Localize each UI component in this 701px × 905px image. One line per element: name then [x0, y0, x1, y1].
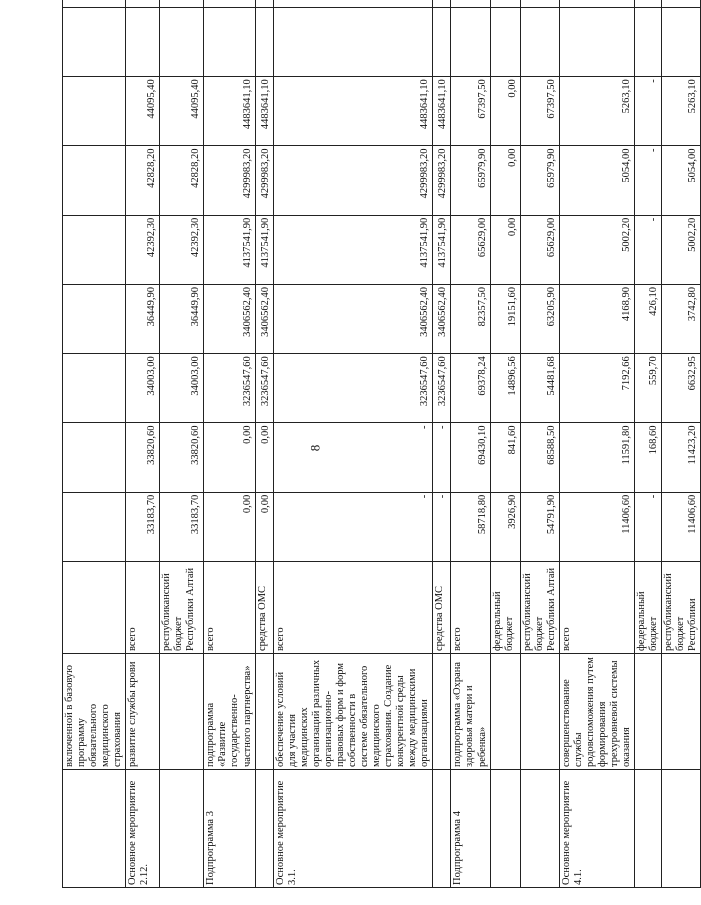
- value-cell: [635, 0, 662, 8]
- program-code-cell: Подпрограмма 4: [451, 770, 490, 888]
- budget-table-body: [63, 0, 701, 888]
- table-row: [520, 0, 559, 888]
- value-cell: [160, 8, 204, 77]
- value-cell: 3236547,60: [273, 354, 433, 423]
- table-row: [204, 0, 255, 888]
- value-cell: 44095,40: [126, 77, 160, 146]
- value-cell: [63, 215, 126, 284]
- value-cell: 34003,00: [126, 354, 160, 423]
- table-row: [63, 0, 126, 888]
- value-cell: 3236547,60: [204, 354, 255, 423]
- funding-source-cell: республиканский бюджет Республики Алтай: [160, 562, 204, 654]
- value-cell: 4299983,20: [204, 146, 255, 215]
- value-cell: [451, 8, 490, 77]
- value-cell: -: [433, 492, 451, 561]
- value-cell: 0,00: [490, 77, 520, 146]
- value-cell: 69430,10: [451, 423, 490, 492]
- value-cell: 7192,66: [559, 354, 634, 423]
- value-cell: [273, 0, 433, 8]
- value-cell: [255, 8, 273, 77]
- program-name-cell: [490, 654, 520, 770]
- value-cell: 426,10: [635, 285, 662, 354]
- funding-source-cell: средства ОМС: [433, 562, 451, 654]
- funding-source-cell: [63, 562, 126, 654]
- value-cell: [126, 0, 160, 8]
- value-cell: 5263,10: [559, 77, 634, 146]
- value-cell: 11423,20: [662, 423, 701, 492]
- program-name-cell: совершенствование службы родовспоможения путем формирования трехуровневой системы оказания: [559, 654, 634, 770]
- value-cell: [490, 8, 520, 77]
- program-name-cell: обеспечение условий для участия медицинских организаций различных организационно-правовых форм и форм собственности в системе обязательного медицинского страхования. Создание конкурентной среды между медицинскими организациями: [273, 654, 433, 770]
- value-cell: [63, 354, 126, 423]
- value-cell: 4137541,90: [204, 215, 255, 284]
- value-cell: 5263,10: [662, 77, 701, 146]
- value-cell: 5002,20: [662, 215, 701, 284]
- funding-source-cell: республиканский бюджет Республики Алтай: [520, 562, 559, 654]
- funding-source-cell: всего: [126, 562, 160, 654]
- value-cell: [433, 0, 451, 8]
- value-cell: 3406562,40: [433, 285, 451, 354]
- table-row: [559, 0, 634, 888]
- value-cell: 34003,00: [160, 354, 204, 423]
- value-cell: 3926,90: [490, 492, 520, 561]
- value-cell: 6632,95: [662, 354, 701, 423]
- budget-table: [62, 0, 701, 888]
- value-cell: 65979,90: [520, 146, 559, 215]
- value-cell: [559, 0, 634, 8]
- value-cell: [63, 8, 126, 77]
- value-cell: [160, 0, 204, 8]
- table-row: [126, 0, 160, 888]
- value-cell: 4299983,20: [255, 146, 273, 215]
- value-cell: 3236547,60: [433, 354, 451, 423]
- value-cell: 0,00: [204, 423, 255, 492]
- program-code-cell: [520, 770, 559, 888]
- program-code-cell: Основное мероприятие 2.12.: [126, 770, 160, 888]
- value-cell: 42392,30: [160, 215, 204, 284]
- program-name-cell: развитие службы крови: [126, 654, 160, 770]
- value-cell: 54481,68: [520, 354, 559, 423]
- value-cell: 0,00: [255, 423, 273, 492]
- value-cell: 42828,20: [126, 146, 160, 215]
- value-cell: [63, 423, 126, 492]
- value-cell: 44095,40: [160, 77, 204, 146]
- value-cell: [255, 0, 273, 8]
- program-name-cell: [255, 654, 273, 770]
- value-cell: 4299983,20: [273, 146, 433, 215]
- program-name-cell: [520, 654, 559, 770]
- value-cell: 11591,80: [559, 423, 634, 492]
- program-code-cell: [433, 770, 451, 888]
- value-cell: -: [273, 423, 433, 492]
- value-cell: -: [635, 146, 662, 215]
- value-cell: 42828,20: [160, 146, 204, 215]
- program-name-cell: [662, 654, 701, 770]
- value-cell: [662, 0, 701, 8]
- funding-source-cell: всего: [559, 562, 634, 654]
- value-cell: 5054,00: [662, 146, 701, 215]
- value-cell: 3406562,40: [204, 285, 255, 354]
- value-cell: 69378,24: [451, 354, 490, 423]
- program-name-cell: подпрограмма «Развитие государственно-частного партнерства»: [204, 654, 255, 770]
- value-cell: 42392,30: [126, 215, 160, 284]
- value-cell: 65979,90: [451, 146, 490, 215]
- value-cell: 4137541,90: [433, 215, 451, 284]
- value-cell: -: [635, 492, 662, 561]
- table-row: [160, 0, 204, 888]
- value-cell: [520, 0, 559, 8]
- value-cell: 33183,70: [126, 492, 160, 561]
- value-cell: 0,00: [490, 146, 520, 215]
- value-cell: 4483641,10: [433, 77, 451, 146]
- value-cell: [520, 8, 559, 77]
- value-cell: [559, 8, 634, 77]
- funding-source-cell: всего: [451, 562, 490, 654]
- value-cell: [433, 8, 451, 77]
- value-cell: [490, 0, 520, 8]
- value-cell: [204, 8, 255, 77]
- program-code-cell: [490, 770, 520, 888]
- value-cell: 11406,60: [662, 492, 701, 561]
- funding-source-cell: средства ОМС: [255, 562, 273, 654]
- value-cell: 4137541,90: [273, 215, 433, 284]
- value-cell: 4137541,90: [255, 215, 273, 284]
- value-cell: [635, 8, 662, 77]
- value-cell: 3406562,40: [273, 285, 433, 354]
- value-cell: -: [635, 77, 662, 146]
- value-cell: 559,70: [635, 354, 662, 423]
- value-cell: 0,00: [204, 492, 255, 561]
- program-name-cell: подпрограмма «Охрана здоровья матери и ребенка»: [451, 654, 490, 770]
- value-cell: 82357,50: [451, 285, 490, 354]
- value-cell: [63, 0, 126, 8]
- value-cell: 3742,80: [662, 285, 701, 354]
- value-cell: 841,60: [490, 423, 520, 492]
- table-row: [451, 0, 490, 888]
- value-cell: 11406,60: [559, 492, 634, 561]
- value-cell: 4483641,10: [204, 77, 255, 146]
- value-cell: [63, 285, 126, 354]
- program-code-cell: [662, 770, 701, 888]
- rotated-page: [62, 8, 699, 888]
- value-cell: 5002,20: [559, 215, 634, 284]
- value-cell: 168,60: [635, 423, 662, 492]
- funding-source-cell: федеральный бюджет: [490, 562, 520, 654]
- value-cell: 65629,00: [520, 215, 559, 284]
- table-row: [273, 0, 433, 888]
- table-row: [433, 0, 451, 888]
- page-number: 8: [307, 444, 323, 452]
- value-cell: 36449,90: [126, 285, 160, 354]
- value-cell: 36449,90: [160, 285, 204, 354]
- program-name-cell: включенной в базовую программу обязательного медицинского страхования: [63, 654, 126, 770]
- program-code-cell: Основное мероприятие 3.1.: [273, 770, 433, 888]
- program-name-cell: [433, 654, 451, 770]
- value-cell: [63, 146, 126, 215]
- value-cell: 0,00: [255, 492, 273, 561]
- value-cell: 67397,50: [451, 77, 490, 146]
- value-cell: 63205,90: [520, 285, 559, 354]
- value-cell: -: [433, 423, 451, 492]
- program-code-cell: [635, 770, 662, 888]
- funding-source-cell: всего: [204, 562, 255, 654]
- funding-source-cell: всего: [273, 562, 433, 654]
- program-name-cell: [635, 654, 662, 770]
- value-cell: 65629,00: [451, 215, 490, 284]
- value-cell: 33183,70: [160, 492, 204, 561]
- value-cell: [204, 0, 255, 8]
- value-cell: 54791,90: [520, 492, 559, 561]
- value-cell: 4168,90: [559, 285, 634, 354]
- value-cell: -: [273, 492, 433, 561]
- program-code-cell: [255, 770, 273, 888]
- program-code-cell: Подпрограмма 3: [204, 770, 255, 888]
- value-cell: 68588,50: [520, 423, 559, 492]
- program-code-cell: [63, 770, 126, 888]
- value-cell: 3236547,60: [255, 354, 273, 423]
- value-cell: -: [635, 215, 662, 284]
- value-cell: 4483641,10: [255, 77, 273, 146]
- value-cell: 14896,56: [490, 354, 520, 423]
- value-cell: 19151,60: [490, 285, 520, 354]
- funding-source-cell: республиканский бюджет Республики: [662, 562, 701, 654]
- value-cell: 3406562,40: [255, 285, 273, 354]
- table-row: [662, 0, 701, 888]
- value-cell: [451, 0, 490, 8]
- program-code-cell: [160, 770, 204, 888]
- value-cell: 67397,50: [520, 77, 559, 146]
- value-cell: 33820,60: [160, 423, 204, 492]
- value-cell: [63, 77, 126, 146]
- value-cell: [126, 8, 160, 77]
- value-cell: 4299983,20: [433, 146, 451, 215]
- table-row: [490, 0, 520, 888]
- value-cell: 0,00: [490, 215, 520, 284]
- program-name-cell: [160, 654, 204, 770]
- value-cell: 58718,80: [451, 492, 490, 561]
- funding-source-cell: федеральный бюджет: [635, 562, 662, 654]
- value-cell: 5054,00: [559, 146, 634, 215]
- table-row: [635, 0, 662, 888]
- value-cell: [662, 8, 701, 77]
- value-cell: 33820,60: [126, 423, 160, 492]
- value-cell: [273, 8, 433, 77]
- value-cell: [63, 492, 126, 561]
- table-row: [255, 0, 273, 888]
- program-code-cell: Основное мероприятие 4.1.: [559, 770, 634, 888]
- value-cell: 4483641,10: [273, 77, 433, 146]
